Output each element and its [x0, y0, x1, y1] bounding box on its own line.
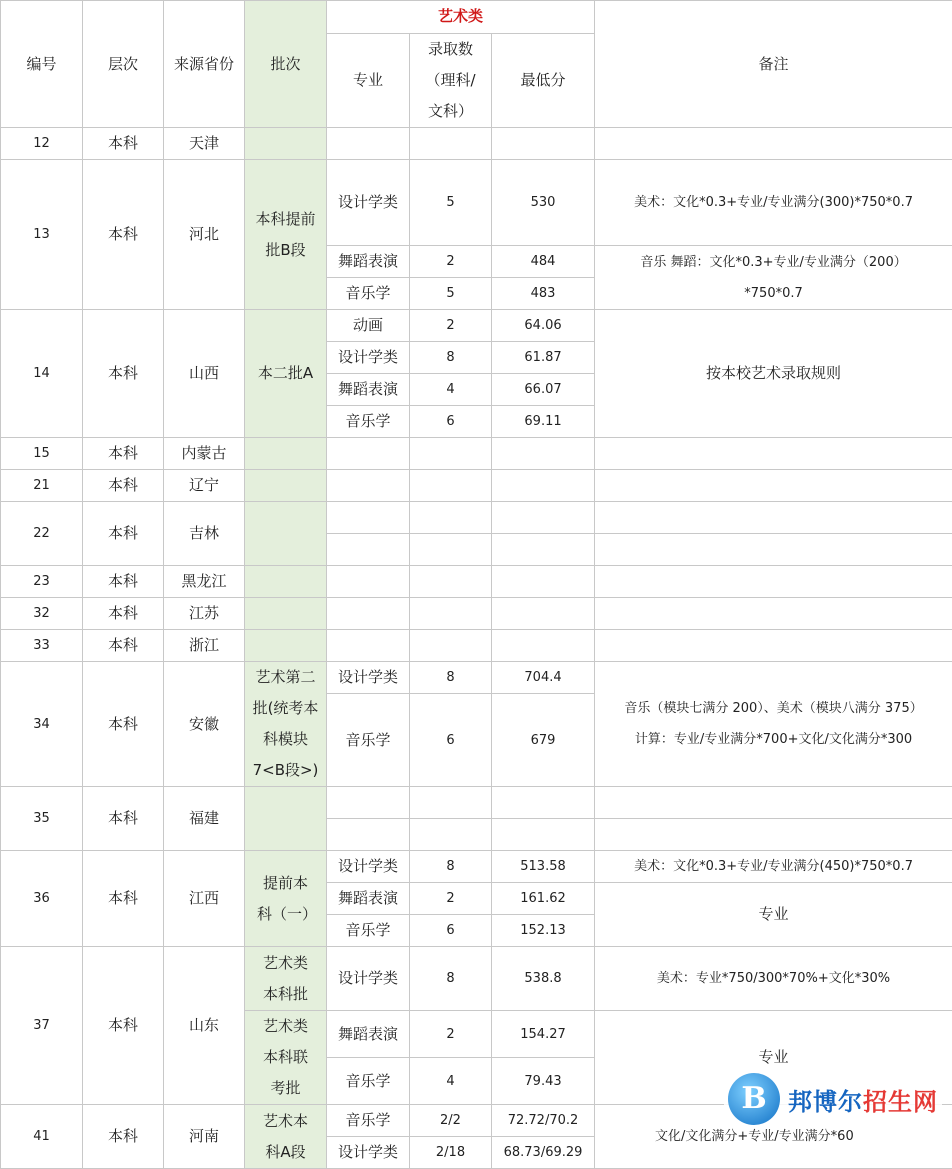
cell-remark: 按本校艺术录取规则	[595, 310, 952, 438]
cell-no: 23	[1, 566, 83, 598]
cell-remark: 专业	[595, 883, 952, 947]
cell-count: 2/18	[410, 1137, 492, 1169]
header-remark: 备注	[595, 1, 952, 128]
cell-major: 设计学类	[327, 851, 410, 883]
cell-level: 本科	[83, 128, 164, 160]
cell-major	[327, 630, 410, 662]
cell-major: 设计学类	[327, 662, 410, 694]
cell-score: 530	[492, 160, 595, 246]
header-batch: 批次	[245, 1, 327, 128]
cell-level: 本科	[83, 1105, 164, 1169]
cell-score: 679	[492, 694, 595, 787]
site-watermark	[724, 1071, 942, 1127]
cell-remark	[595, 598, 952, 630]
cell-score: 513.58	[492, 851, 595, 883]
cell-score	[492, 534, 595, 566]
cell-batch: 艺术本科A段	[245, 1105, 327, 1169]
cell-batch	[245, 502, 327, 566]
cell-count: 8	[410, 662, 492, 694]
cell-no: 33	[1, 630, 83, 662]
table-row	[1, 566, 952, 598]
cell-score	[492, 502, 595, 534]
cell-major: 音乐学	[327, 1105, 410, 1137]
cell-count: 2	[410, 1011, 492, 1058]
cell-no: 14	[1, 310, 83, 438]
cell-count: 8	[410, 851, 492, 883]
cell-major	[327, 787, 410, 819]
cell-count	[410, 566, 492, 598]
cell-count: 2	[410, 246, 492, 278]
table-row	[1, 502, 952, 534]
cell-count	[410, 630, 492, 662]
cell-count: 2	[410, 883, 492, 915]
cell-score	[492, 566, 595, 598]
cell-batch	[245, 438, 327, 470]
cell-no: 37	[1, 947, 83, 1105]
cell-province: 天津	[164, 128, 245, 160]
cell-score: 538.8	[492, 947, 595, 1011]
table-row	[1, 470, 952, 502]
watermark-text-b: 招生网	[863, 1088, 938, 1116]
cell-province: 河南	[164, 1105, 245, 1169]
cell-score: 72.72/70.2	[492, 1105, 595, 1137]
cell-remark: 美术：文化*0.3+专业/专业满分(450)*750*0.7	[595, 851, 952, 883]
cell-major: 设计学类	[327, 342, 410, 374]
header-count: 录取数（理科/文科）	[410, 34, 492, 128]
cell-level: 本科	[83, 310, 164, 438]
cell-remark	[595, 662, 952, 787]
cell-batch: 艺术第二批(统考本科模块7<B段>)	[245, 662, 327, 787]
watermark-text	[788, 1082, 938, 1117]
cell-count: 6	[410, 915, 492, 947]
header-no: 编号	[1, 1, 83, 128]
remark-line-2: 计算：专业/专业满分*700+文化/文化满分*300	[595, 724, 952, 755]
cell-province: 江苏	[164, 598, 245, 630]
cell-province: 河北	[164, 160, 245, 310]
cell-remark	[595, 534, 952, 566]
cell-count: 6	[410, 694, 492, 787]
cell-major: 动画	[327, 310, 410, 342]
cell-score: 68.73/69.29	[492, 1137, 595, 1169]
cell-score: 69.11	[492, 406, 595, 438]
cell-province: 江西	[164, 851, 245, 947]
cell-score	[492, 787, 595, 819]
cell-province: 福建	[164, 787, 245, 851]
table-row	[1, 128, 952, 160]
cell-score	[492, 128, 595, 160]
cell-count: 2/2	[410, 1105, 492, 1137]
cell-major: 音乐学	[327, 278, 410, 310]
cell-remark: 美术：专业*750/300*70%+文化*30%	[595, 947, 952, 1011]
cell-score	[492, 630, 595, 662]
cell-count: 5	[410, 160, 492, 246]
cell-remark: 美术：文化*0.3+专业/专业满分(300)*750*0.7	[595, 160, 952, 246]
table-row	[1, 160, 952, 246]
cell-level: 本科	[83, 662, 164, 787]
cell-level: 本科	[83, 851, 164, 947]
cell-score	[492, 438, 595, 470]
cell-count: 2	[410, 310, 492, 342]
cell-score: 484	[492, 246, 595, 278]
watermark-logo: B	[728, 1073, 780, 1125]
cell-score: 152.13	[492, 915, 595, 947]
cell-no: 34	[1, 662, 83, 787]
table-row	[1, 630, 952, 662]
cell-score: 483	[492, 278, 595, 310]
cell-count	[410, 787, 492, 819]
cell-level: 本科	[83, 502, 164, 566]
header-province: 来源省份	[164, 1, 245, 128]
cell-no: 36	[1, 851, 83, 947]
cell-province: 辽宁	[164, 470, 245, 502]
cell-count: 8	[410, 342, 492, 374]
cell-no: 15	[1, 438, 83, 470]
cell-score: 79.43	[492, 1058, 595, 1105]
header-level: 层次	[83, 1, 164, 128]
cell-level: 本科	[83, 566, 164, 598]
cell-no: 35	[1, 787, 83, 851]
cell-remark	[595, 566, 952, 598]
cell-batch	[245, 598, 327, 630]
cell-count	[410, 598, 492, 630]
cell-no: 12	[1, 128, 83, 160]
cell-score: 161.62	[492, 883, 595, 915]
cell-major: 设计学类	[327, 160, 410, 246]
cell-province: 黑龙江	[164, 566, 245, 598]
cell-batch	[245, 566, 327, 598]
cell-remark	[595, 128, 952, 160]
table-row	[1, 787, 952, 819]
cell-batch: 本二批A	[245, 310, 327, 438]
cell-major	[327, 470, 410, 502]
cell-remark	[595, 502, 952, 534]
cell-major	[327, 534, 410, 566]
cell-province: 浙江	[164, 630, 245, 662]
cell-major	[327, 598, 410, 630]
cell-batch	[245, 470, 327, 502]
cell-province: 吉林	[164, 502, 245, 566]
cell-score	[492, 819, 595, 851]
cell-major: 舞蹈表演	[327, 1011, 410, 1058]
cell-major	[327, 128, 410, 160]
cell-province: 山东	[164, 947, 245, 1105]
header-row	[1, 1, 952, 34]
cell-major	[327, 502, 410, 534]
cell-remark	[595, 819, 952, 851]
cell-major: 音乐学	[327, 915, 410, 947]
header-min-score: 最低分	[492, 34, 595, 128]
cell-remark	[595, 438, 952, 470]
cell-score: 704.4	[492, 662, 595, 694]
cell-remark: 音乐 舞蹈：文化*0.3+专业/专业满分（200）*750*0.7	[595, 246, 952, 310]
cell-score: 64.06	[492, 310, 595, 342]
cell-major: 设计学类	[327, 947, 410, 1011]
cell-no: 21	[1, 470, 83, 502]
cell-count: 4	[410, 1058, 492, 1105]
cell-major: 舞蹈表演	[327, 374, 410, 406]
header-art-category	[327, 1, 595, 34]
cell-count	[410, 502, 492, 534]
cell-major	[327, 566, 410, 598]
cell-remark	[595, 787, 952, 819]
table-row	[1, 310, 952, 342]
cell-batch	[245, 128, 327, 160]
cell-province: 安徽	[164, 662, 245, 787]
table-row	[1, 947, 952, 1011]
cell-count: 6	[410, 406, 492, 438]
table-row	[1, 598, 952, 630]
cell-score	[492, 470, 595, 502]
cell-major: 音乐学	[327, 1058, 410, 1105]
cell-batch	[245, 630, 327, 662]
cell-no: 22	[1, 502, 83, 566]
cell-major	[327, 438, 410, 470]
cell-level: 本科	[83, 947, 164, 1105]
watermark-text-a: 邦博尔	[788, 1088, 863, 1116]
cell-level: 本科	[83, 630, 164, 662]
cell-score: 66.07	[492, 374, 595, 406]
cell-batch	[245, 787, 327, 851]
cell-remark: 文化/文化满分+专业/专业满分*60	[595, 1105, 952, 1169]
art-category-title: 艺术类	[438, 7, 483, 25]
cell-major: 音乐学	[327, 406, 410, 438]
cell-province: 内蒙古	[164, 438, 245, 470]
cell-major: 舞蹈表演	[327, 246, 410, 278]
cell-score: 154.27	[492, 1011, 595, 1058]
cell-batch: 本科提前批B段	[245, 160, 327, 310]
cell-count	[410, 470, 492, 502]
cell-batch: 艺术类本科联考批	[245, 1011, 327, 1105]
cell-major: 舞蹈表演	[327, 883, 410, 915]
cell-remark	[595, 470, 952, 502]
cell-batch: 艺术类本科批	[245, 947, 327, 1011]
cell-level: 本科	[83, 598, 164, 630]
cell-remark: 专业	[595, 1011, 952, 1105]
table-row	[1, 851, 952, 883]
cell-count	[410, 438, 492, 470]
cell-score	[492, 598, 595, 630]
cell-batch: 提前本科（一）	[245, 851, 327, 947]
cell-level: 本科	[83, 438, 164, 470]
cell-count	[410, 819, 492, 851]
cell-count	[410, 534, 492, 566]
cell-score: 61.87	[492, 342, 595, 374]
cell-no: 13	[1, 160, 83, 310]
cell-level: 本科	[83, 160, 164, 310]
cell-major	[327, 819, 410, 851]
cell-major: 设计学类	[327, 1137, 410, 1169]
cell-level: 本科	[83, 470, 164, 502]
cell-no: 32	[1, 598, 83, 630]
cell-level: 本科	[83, 787, 164, 851]
cell-count: 5	[410, 278, 492, 310]
cell-count: 8	[410, 947, 492, 1011]
cell-no: 41	[1, 1105, 83, 1169]
cell-remark	[595, 630, 952, 662]
table-row	[1, 662, 952, 694]
cell-count: 4	[410, 374, 492, 406]
cell-province: 山西	[164, 310, 245, 438]
cell-count	[410, 128, 492, 160]
header-major: 专业	[327, 34, 410, 128]
cell-major: 音乐学	[327, 694, 410, 787]
table-row	[1, 438, 952, 470]
remark-line-1: 音乐（模块七满分 200）、美术（模块八满分 375）	[595, 693, 952, 724]
